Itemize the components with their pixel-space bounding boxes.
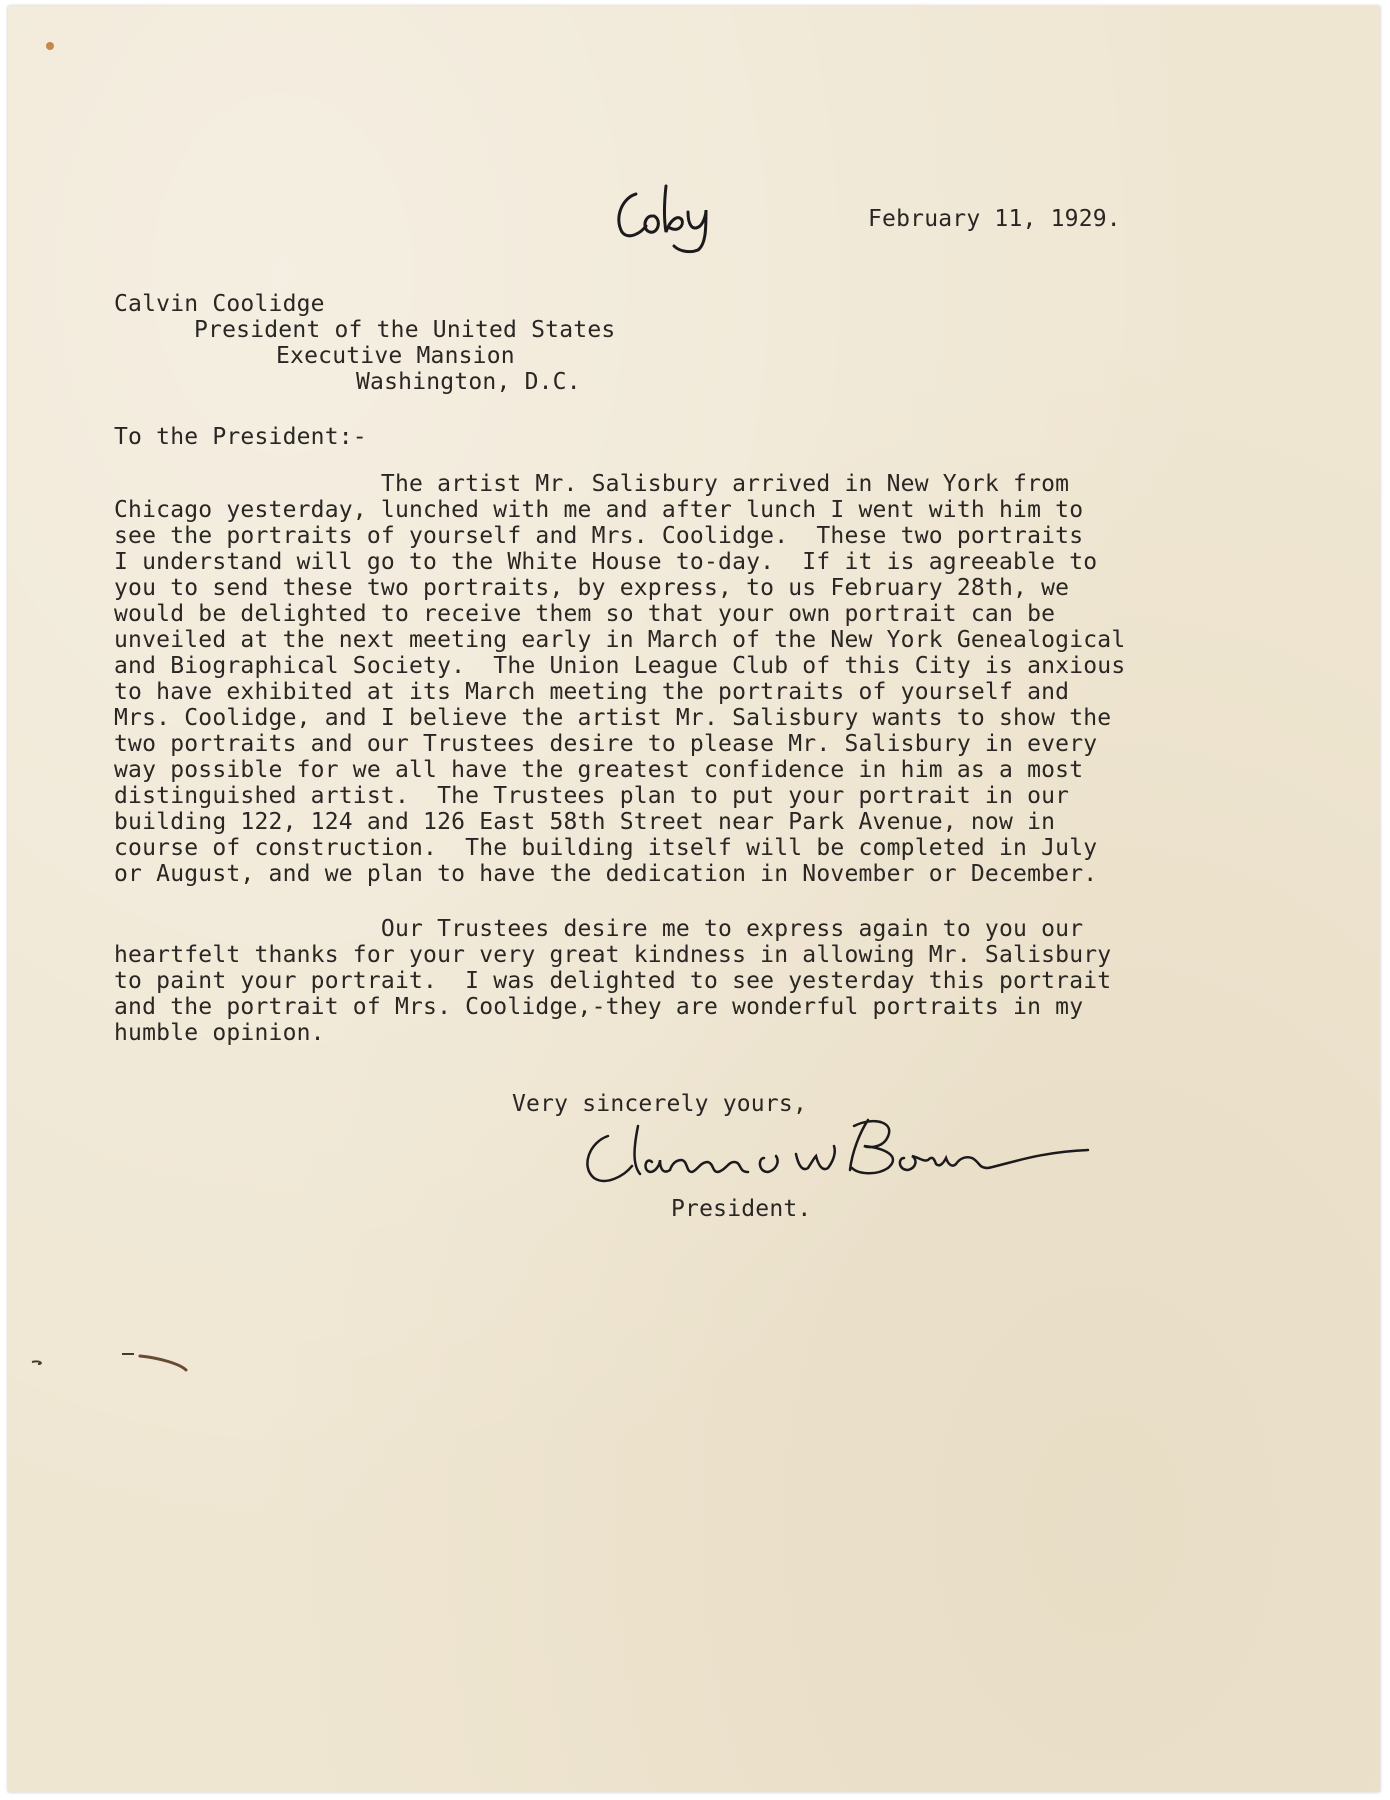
body-line: distinguished artist. The Trustees plan to put your portrait in our [114,783,1070,809]
body-line: you to send these two portraits, by express, to us February 28th, we [114,575,1070,601]
paper-stain [46,42,54,50]
signer-title: President. [671,1196,812,1222]
body-line: would be delighted to receive them so that your own portrait can be [114,601,1056,627]
body-line: The artist Mr. Salisbury arrived in New York from [114,471,1070,497]
body-line: to have exhibited at its March meeting the portraits of yourself and [114,679,1070,705]
body-line: building 122, 124 and 126 East 58th Street near Park Avenue, now in [114,809,1056,835]
letter-paper [8,6,1380,1792]
body-line: two portraits and our Trustees desire to please Mr. Salisbury in every [114,731,1098,757]
recipient-city: Washington, D.C. [356,369,581,395]
recipient-title: President of the United States [194,317,616,343]
body-line: to paint your portrait. I was delighted to see yesterday this portrait [114,968,1112,994]
body-line: course of construction. The building itself will be completed in July [114,835,1098,861]
letter-date: February 11, 1929. [868,206,1121,232]
recipient-building: Executive Mansion [276,343,515,369]
body-line: humble opinion. [114,1020,325,1046]
body-line: see the portraits of yourself and Mrs. Coolidge. These two portraits [114,523,1084,549]
body-line: unveiled at the next meeting early in March of the New York Genealogical [114,627,1126,653]
recipient-name: Calvin Coolidge [114,291,325,317]
body-line: Chicago yesterday, lunched with me and after lunch I went with him to [114,497,1084,523]
body-line: or August, and we plan to have the dedication in November or December. [114,861,1098,887]
body-line: Mrs. Coolidge, and I believe the artist Mr. Salisbury wants to show the [114,705,1112,731]
body-line: Our Trustees desire me to express again to you our [114,916,1084,942]
body-line: and Biographical Society. The Union League Club of this City is anxious [114,653,1126,679]
body-line: I understand will go to the White House to-day. If it is agreeable to [114,549,1098,575]
paper-smudge [30,1346,190,1376]
body-line: way possible for we all have the greatest confidence in him as a most [114,757,1084,783]
salutation: To the President:- [114,424,367,450]
closing: Very sincerely yours, [512,1091,807,1117]
body-line: and the portrait of Mrs. Coolidge,-they are wonderful portraits in my [114,994,1084,1020]
handwritten-signature [568,1106,1108,1201]
body-line: heartfelt thanks for your very great kindness in allowing Mr. Salisbury [114,942,1112,968]
handwritten-copy-note [608,176,738,261]
